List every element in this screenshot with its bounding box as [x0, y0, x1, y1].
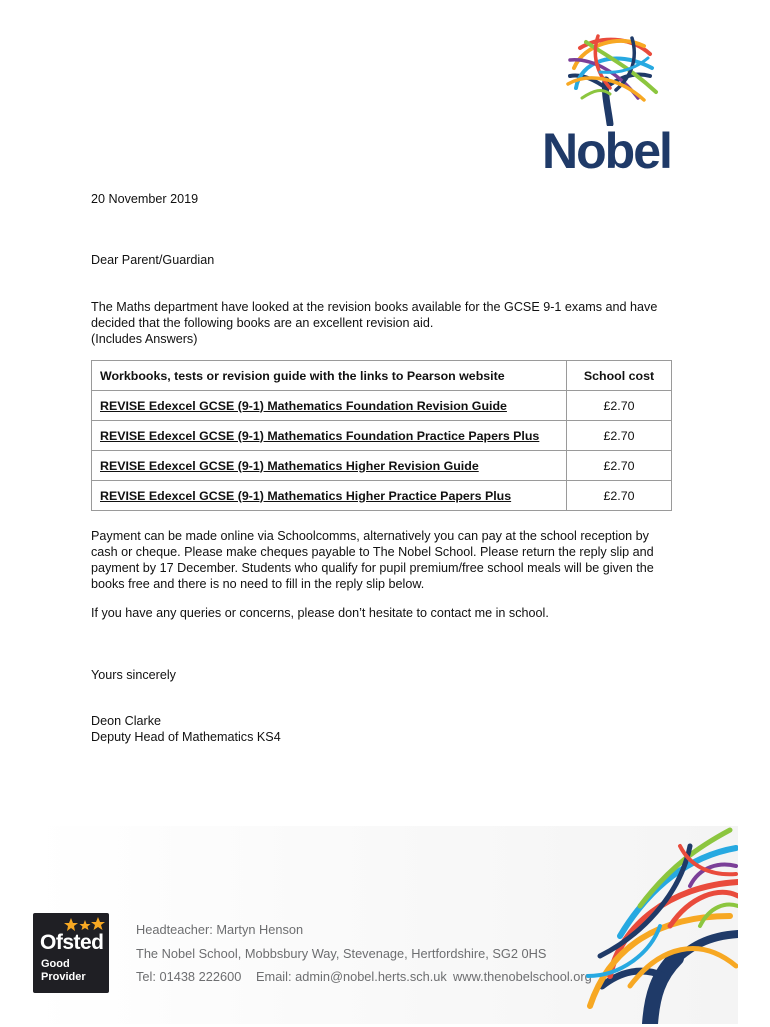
books-table [91, 360, 672, 511]
book-link[interactable]: REVISE Edexcel GCSE (9-1) Mathematics Foundation Revision Guide [92, 391, 567, 421]
footer-address: The Nobel School, Mobbsbury Way, Stevenage, Hertfordshire, SG2 0HS [136, 946, 547, 961]
footer-email[interactable]: Email: admin@nobel.herts.sch.uk [256, 969, 447, 984]
book-link[interactable]: REVISE Edexcel GCSE (9-1) Mathematics Higher Revision Guide [92, 451, 567, 481]
signatory-role: Deputy Head of Mathematics KS4 [91, 730, 281, 744]
intro-text: The Maths department have looked at the revision books available for the GCSE 9-1 exams and have decided that the following books are an excellent revision aid. [91, 300, 658, 330]
tree-logo-icon [540, 28, 680, 126]
book-link[interactable]: REVISE Edexcel GCSE (9-1) Mathematics Higher Practice Papers Plus [92, 481, 567, 511]
table-row [92, 421, 672, 451]
book-cost: £2.70 [567, 451, 672, 481]
queries-paragraph: If you have any queries or concerns, please don’t hesitate to contact me in school. [91, 606, 549, 620]
book-cost: £2.70 [567, 421, 672, 451]
ofsted-rating-line2: Provider [41, 971, 86, 983]
school-logo [540, 28, 680, 179]
signatory-name: Deon Clarke [91, 714, 161, 728]
tree-branches-icon [580, 826, 738, 1024]
footer-tree-graphic [580, 826, 738, 1027]
book-cost: £2.70 [567, 481, 672, 511]
payment-paragraph: Payment can be made online via Schoolcomms, alternatively you can pay at the school reception by cash or cheque. Please make cheques payable to The Nobel School. Please return the reply slip and payment by 17 December. Students who qualify for pupil premium/free school meals will be given the books free and there is no need to fill in the reply slip below. [91, 529, 654, 591]
ofsted-badge [33, 913, 109, 993]
intro-note: (Includes Answers) [91, 332, 198, 346]
table-row [92, 391, 672, 421]
logo-wordmark: Nobel [542, 123, 671, 179]
column-header-cost: School cost [567, 361, 672, 391]
table-header-row [92, 361, 672, 391]
closing: Yours sincerely [91, 668, 176, 682]
salutation: Dear Parent/Guardian [91, 253, 215, 267]
book-cost: £2.70 [567, 391, 672, 421]
footer-telephone: Tel: 01438 222600 [136, 969, 242, 984]
ofsted-title: Ofsted [40, 931, 104, 954]
footer-website[interactable]: www.thenobelschool.org [453, 969, 592, 984]
letter-date: 20 November 2019 [91, 192, 199, 206]
table-row [92, 451, 672, 481]
table-row [92, 481, 672, 511]
column-header-books: Workbooks, tests or revision guide with the links to Pearson website [92, 361, 567, 391]
ofsted-rating [41, 958, 86, 984]
footer-headteacher: Headteacher: Martyn Henson [136, 922, 304, 937]
ofsted-rating-line1: Good [41, 958, 70, 970]
book-link[interactable]: REVISE Edexcel GCSE (9-1) Mathematics Foundation Practice Papers Plus [92, 421, 567, 451]
intro-paragraph [91, 299, 676, 347]
